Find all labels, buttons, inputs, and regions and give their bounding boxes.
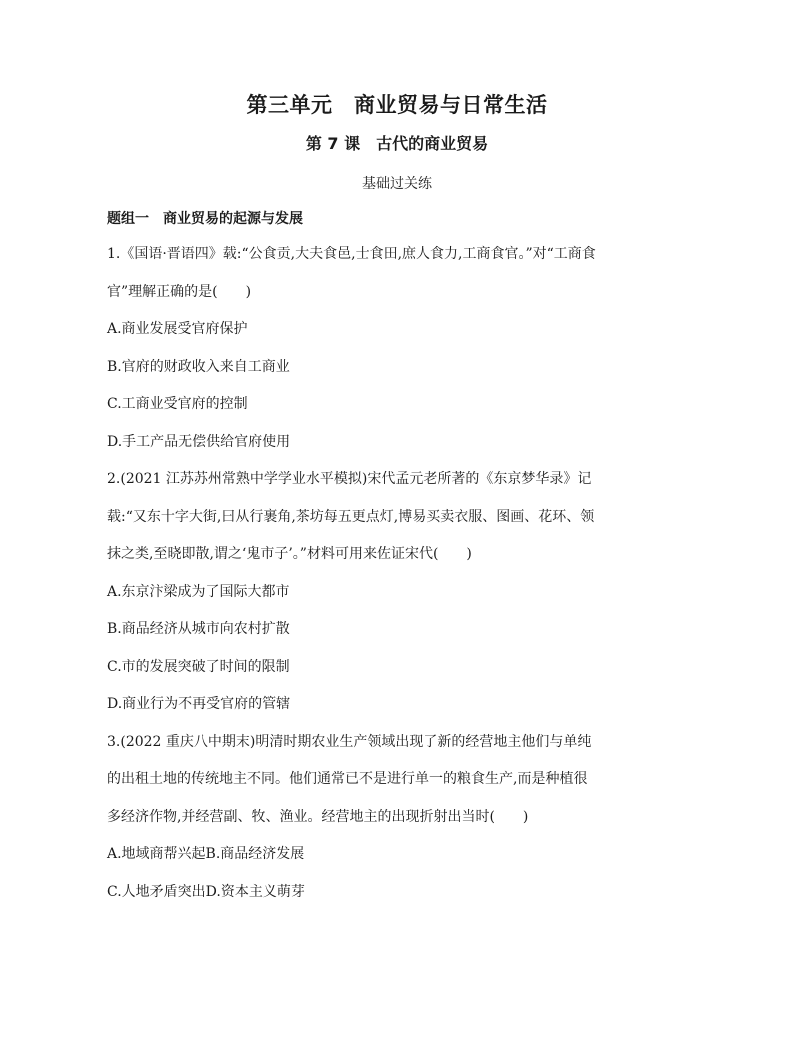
unit-title: 第三单元 商业贸易与日常生活 [246, 93, 548, 117]
question-1-option-b: B.官府的财政收入来自工商业 [107, 359, 290, 375]
question-1-option-c: C.工商业受官府的控制 [107, 396, 248, 412]
group-title: 题组一 商业贸易的起源与发展 [107, 211, 303, 227]
question-3-stem-line-3: 多经济作物,并经营副、牧、渔业。经营地主的出现折射出当时( ) [107, 809, 529, 825]
question-2-option-a: A.东京汴梁成为了国际大都市 [107, 584, 290, 600]
question-1-option-d: D.手工产品无偿供给官府使用 [107, 434, 291, 450]
question-2-option-d: D.商业行为不再受官府的管辖 [107, 696, 291, 712]
question-1-option-a: A.商业发展受官府保护 [107, 321, 248, 337]
lesson-title: 第 7 课 古代的商业贸易 [305, 134, 489, 153]
question-2-stem-line-2: 载:“又东十字大街,曰从行裹角,茶坊每五更点灯,博易买卖衣服、图画、花环、领 [107, 509, 595, 525]
question-3-options-c-d: C.人地矛盾突出D.资本主义萌芽 [107, 884, 305, 900]
question-1-stem-line-1: 1.《国语·晋语四》载:“公食贡,大夫食邑,士食田,庶人食力,工商食官。”对“工商食 [107, 246, 596, 262]
question-3-stem-line-1: 3.(2022 重庆八中期末)明清时期农业生产领域出现了新的经营地主他们与单纯 [107, 734, 592, 750]
question-2-option-c: C.市的发展突破了时间的限制 [107, 659, 290, 675]
question-2-stem-line-3: 抹之类,至晓即散,谓之‘鬼市子’。”材料可用来佐证宋代( ) [107, 546, 472, 562]
question-3-stem-line-2: 的出租土地的传统地主不同。他们通常已不是进行单一的粮食生产,而是种植很 [107, 771, 588, 787]
practice-title: 基础过关练 [362, 176, 432, 192]
question-3-options-a-b: A.地域商帮兴起B.商品经济发展 [107, 846, 305, 862]
question-2-stem-line-1: 2.(2021 江苏苏州常熟中学学业水平模拟)宋代孟元老所著的《东京梦华录》记 [107, 471, 592, 487]
question-1-stem-line-2: 官”理解正确的是( ) [107, 284, 252, 300]
question-2-option-b: B.商品经济从城市向农村扩散 [107, 621, 290, 637]
